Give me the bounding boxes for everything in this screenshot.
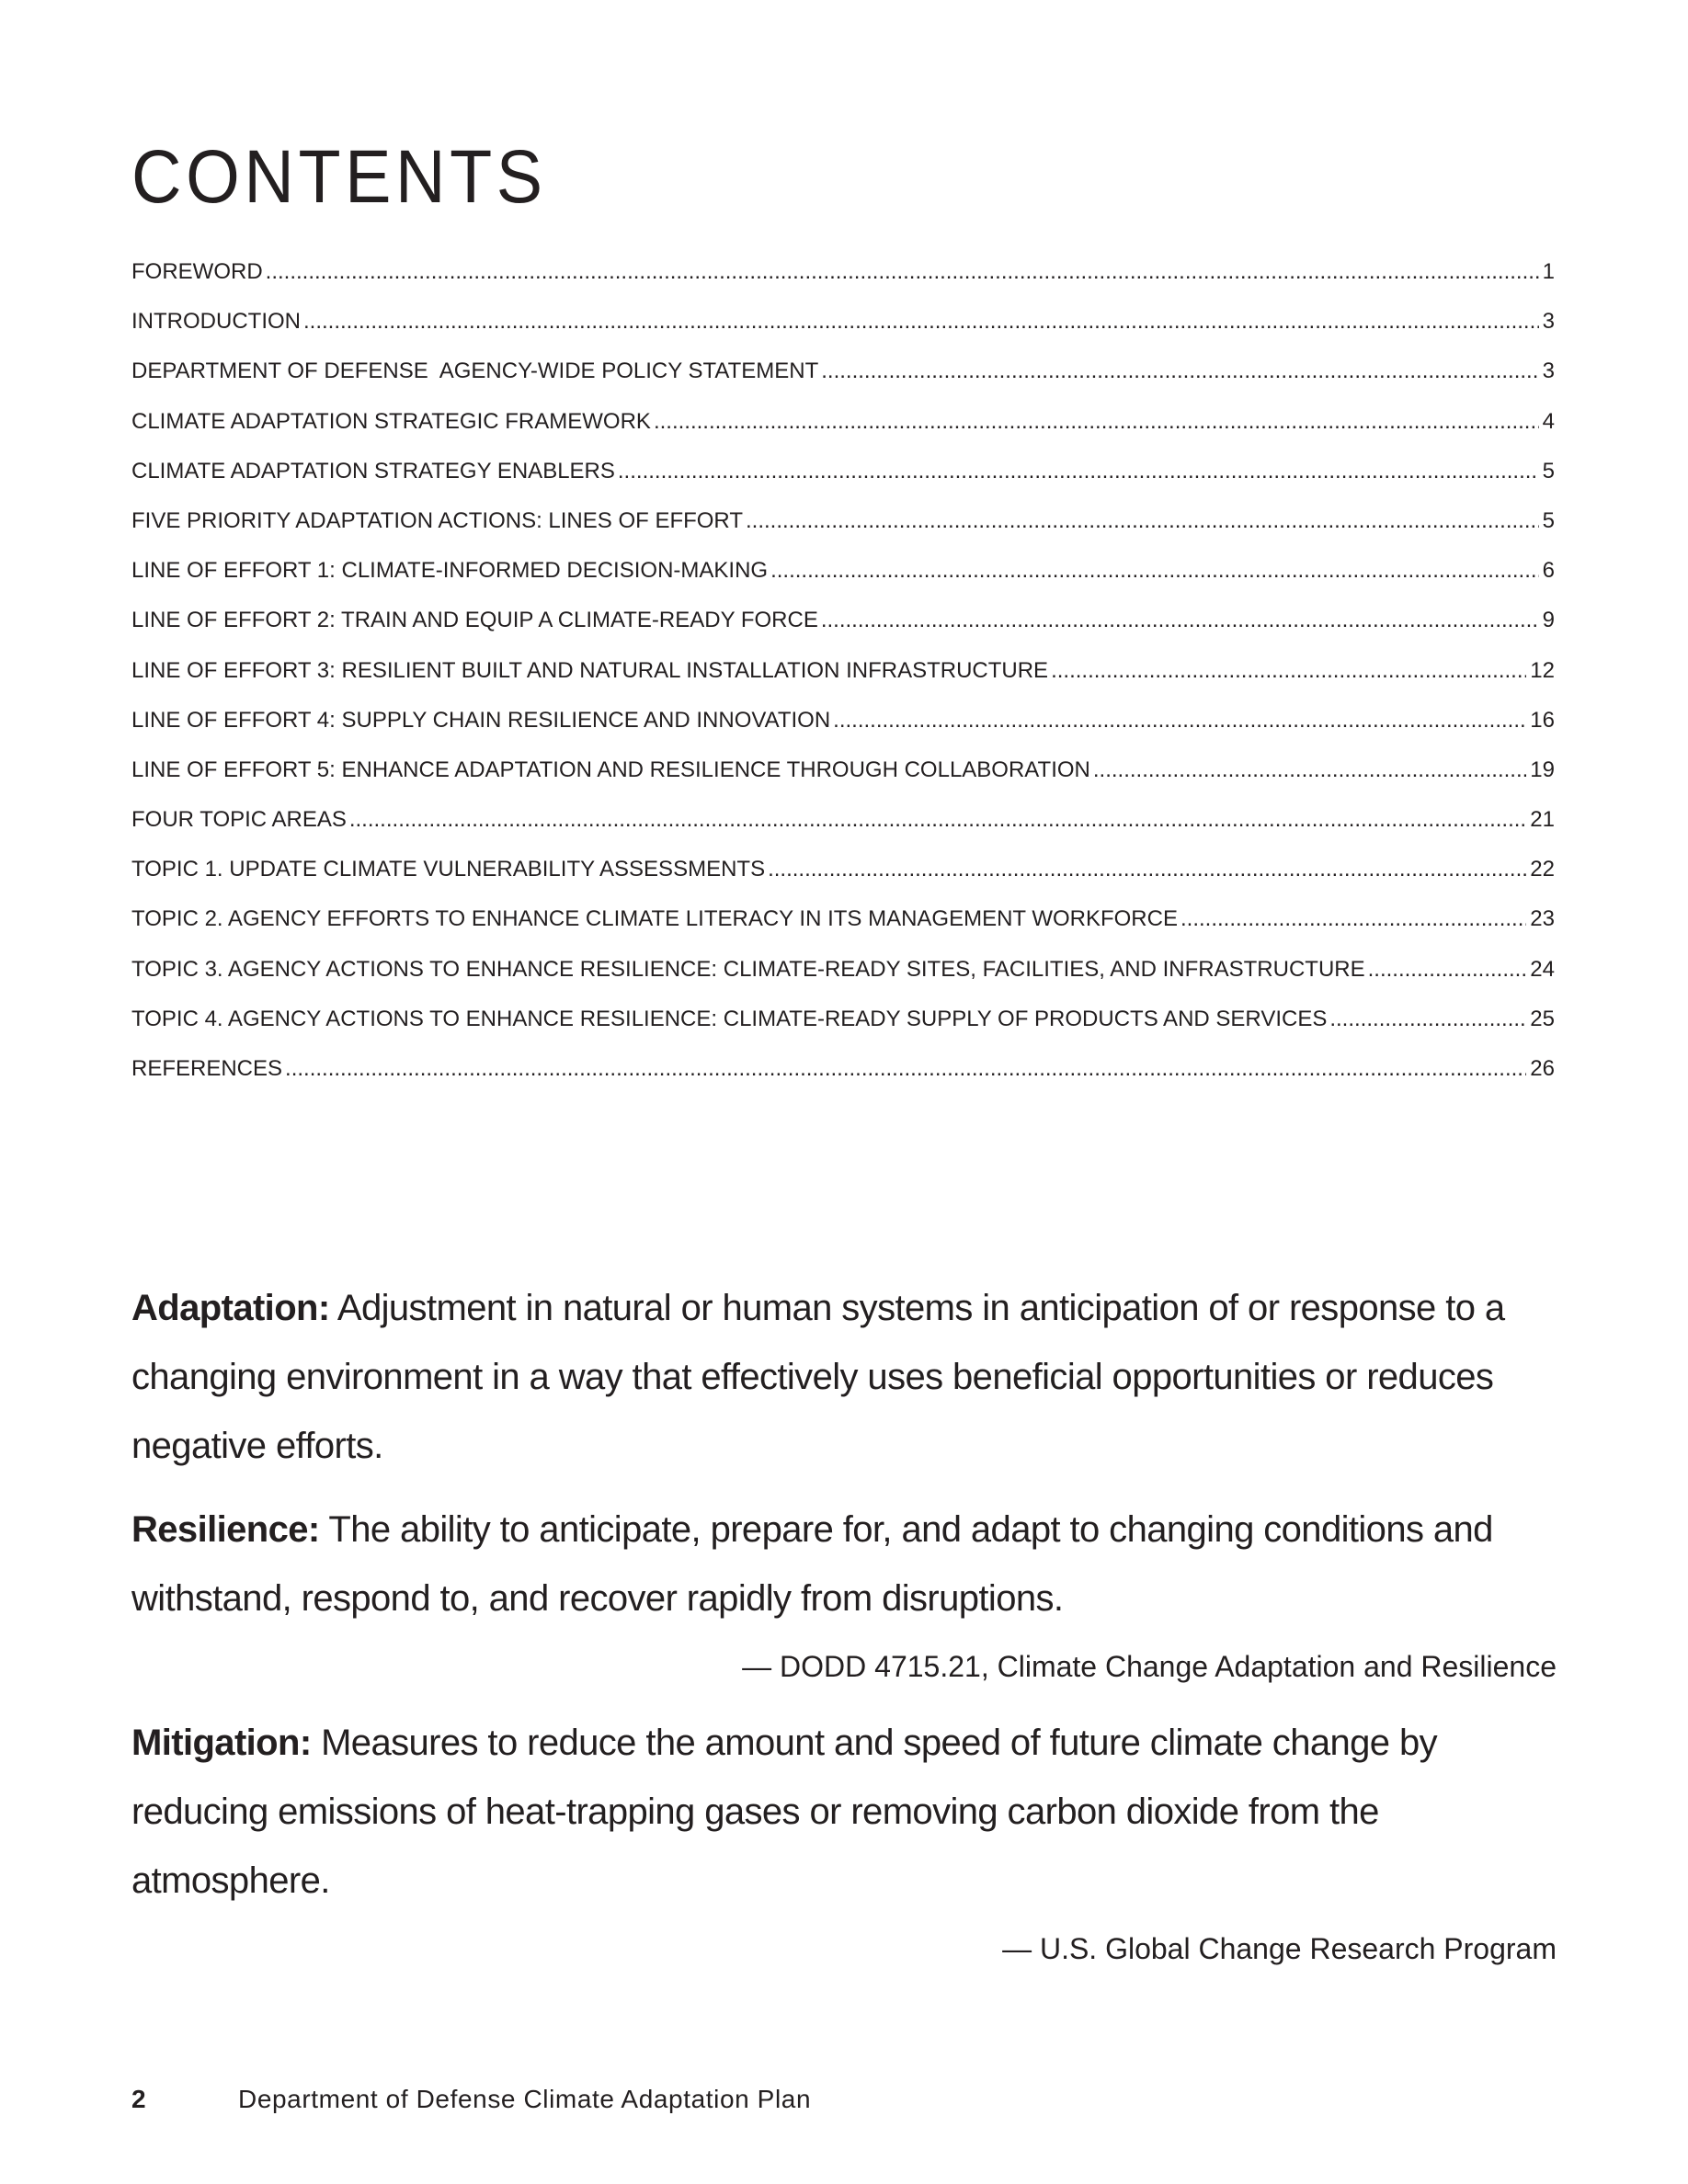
definition-attribution: — DODD 4715.21, Climate Change Adaptation and Resilience xyxy=(742,1650,1557,1683)
toc-dot-leader xyxy=(833,708,1526,734)
toc-entry-page: 19 xyxy=(1530,756,1555,782)
toc-entry[interactable] xyxy=(131,459,1555,508)
table-of-contents xyxy=(131,259,1555,1106)
toc-entry[interactable] xyxy=(131,1007,1555,1056)
toc-entry[interactable] xyxy=(131,658,1555,708)
toc-entry-label: LINE OF EFFORT 2: TRAIN AND EQUIP A CLIMATE-READY FORCE xyxy=(131,608,818,633)
definition-resilience xyxy=(131,1496,1557,1633)
definitions-section xyxy=(131,1274,1557,1969)
toc-dot-leader xyxy=(654,409,1539,435)
toc-dot-leader xyxy=(768,857,1526,882)
toc-dot-leader xyxy=(618,459,1539,484)
toc-entry[interactable] xyxy=(131,957,1555,1007)
definition-text: Measures to reduce the amount and speed of future climate change by reducing emissions of heat-trapping gases or removing carbon dioxide from the atmosphere. xyxy=(131,1723,1437,1901)
toc-dot-leader xyxy=(821,358,1538,384)
definition-term: Adaptation: xyxy=(131,1288,330,1328)
toc-entry-page: 3 xyxy=(1542,309,1555,335)
toc-dot-leader xyxy=(746,508,1539,534)
definition-text: The ability to anticipate, prepare for, and adapt to changing conditions and withstand, respond to, and recover rapidly from disruptions. xyxy=(131,1509,1493,1619)
toc-entry-label: TOPIC 1. UPDATE CLIMATE VULNERABILITY ASSESSMENTS xyxy=(131,857,766,882)
toc-dot-leader xyxy=(285,1056,1526,1082)
toc-entry-page: 12 xyxy=(1530,657,1555,683)
toc-entry[interactable] xyxy=(131,608,1555,657)
toc-entry-label: TOPIC 4. AGENCY ACTIONS TO ENHANCE RESILIENCE: CLIMATE-READY SUPPLY OF PRODUCTS AND SERVICES xyxy=(131,1006,1328,1031)
toc-dot-leader xyxy=(349,807,1526,833)
toc-dot-leader xyxy=(1329,1007,1526,1032)
toc-entry[interactable] xyxy=(131,409,1555,459)
toc-entry-page: 26 xyxy=(1530,1056,1555,1081)
toc-dot-leader xyxy=(770,558,1539,584)
toc-dot-leader xyxy=(1093,757,1526,783)
definition-term: Resilience: xyxy=(131,1509,320,1550)
toc-entry-page: 24 xyxy=(1530,956,1555,982)
definition-adaptation xyxy=(131,1274,1557,1481)
toc-entry-label: FOREWORD xyxy=(131,259,263,284)
toc-entry-page: 16 xyxy=(1530,707,1555,733)
toc-entry-label: LINE OF EFFORT 1: CLIMATE-INFORMED DECISION-MAKING xyxy=(131,558,769,584)
toc-entry-page: 5 xyxy=(1542,458,1555,483)
toc-entry-page: 9 xyxy=(1542,608,1555,633)
page-footer xyxy=(131,2085,811,2114)
toc-entry[interactable] xyxy=(131,358,1555,408)
toc-entry-page: 6 xyxy=(1542,558,1555,584)
toc-entry-page: 22 xyxy=(1530,857,1555,882)
toc-entry-label: LINE OF EFFORT 4: SUPPLY CHAIN RESILIENCE AND INNOVATION xyxy=(131,707,831,733)
toc-entry-label: REFERENCES xyxy=(131,1056,283,1081)
toc-entry-label: LINE OF EFFORT 5: ENHANCE ADAPTATION AND RESILIENCE THROUGH COLLABORATION xyxy=(131,756,1090,782)
toc-entry-label: INTRODUCTION xyxy=(131,309,301,335)
toc-dot-leader xyxy=(821,608,1539,633)
toc-dot-leader xyxy=(1180,906,1526,932)
toc-entry-page: 25 xyxy=(1530,1006,1555,1031)
toc-entry-label: DEPARTMENT OF DEFENSE AGENCY-WIDE POLICY STATEMENT xyxy=(131,358,819,384)
definition-term: Mitigation: xyxy=(131,1723,312,1763)
footer-document-title: Department of Defense Climate Adaptation Plan xyxy=(238,2085,812,2113)
toc-entry-label: CLIMATE ADAPTATION STRATEGIC FRAMEWORK xyxy=(131,408,651,434)
toc-entry-label: FOUR TOPIC AREAS xyxy=(131,807,347,833)
toc-dot-leader xyxy=(266,259,1539,285)
toc-entry[interactable] xyxy=(131,558,1555,608)
toc-entry[interactable] xyxy=(131,757,1555,807)
toc-entry-label: LINE OF EFFORT 3: RESILIENT BUILT AND NATURAL INSTALLATION INFRASTRUCTURE xyxy=(131,657,1049,683)
toc-entry[interactable] xyxy=(131,309,1555,358)
page-title: CONTENTS xyxy=(131,135,547,219)
toc-entry[interactable] xyxy=(131,857,1555,906)
toc-entry-label: CLIMATE ADAPTATION STRATEGY ENABLERS xyxy=(131,458,615,483)
toc-entry-label: TOPIC 2. AGENCY EFFORTS TO ENHANCE CLIMATE LITERACY IN ITS MANAGEMENT WORKFORCE xyxy=(131,906,1178,932)
toc-entry-label: FIVE PRIORITY ADAPTATION ACTIONS: LINES OF EFFORT xyxy=(131,507,743,533)
toc-entry-label: TOPIC 3. AGENCY ACTIONS TO ENHANCE RESILIENCE: CLIMATE-READY SITES, FACILITIES, AND INFRASTRUCTURE xyxy=(131,956,1365,982)
definition-mitigation xyxy=(131,1709,1557,1916)
definition-attribution: — U.S. Global Change Research Program xyxy=(1002,1932,1557,1965)
toc-entry[interactable] xyxy=(131,906,1555,956)
toc-dot-leader xyxy=(303,309,1539,335)
toc-entry-page: 3 xyxy=(1542,358,1555,384)
toc-dot-leader xyxy=(1051,658,1526,684)
toc-entry-page: 5 xyxy=(1542,507,1555,533)
toc-dot-leader xyxy=(1368,957,1527,983)
toc-entry-page: 1 xyxy=(1542,259,1555,284)
toc-entry-page: 4 xyxy=(1542,408,1555,434)
toc-entry[interactable] xyxy=(131,708,1555,757)
toc-entry-page: 21 xyxy=(1530,807,1555,833)
toc-entry[interactable] xyxy=(131,1056,1555,1106)
page-number: 2 xyxy=(131,2085,146,2113)
toc-entry[interactable] xyxy=(131,508,1555,558)
toc-entry[interactable] xyxy=(131,807,1555,857)
toc-entry[interactable] xyxy=(131,259,1555,309)
definition-text: Adjustment in natural or human systems in anticipation of or response to a changing environment in a way that effectively uses beneficial opportunities or reduces negative efforts. xyxy=(131,1288,1505,1466)
toc-entry-page: 23 xyxy=(1530,906,1555,932)
